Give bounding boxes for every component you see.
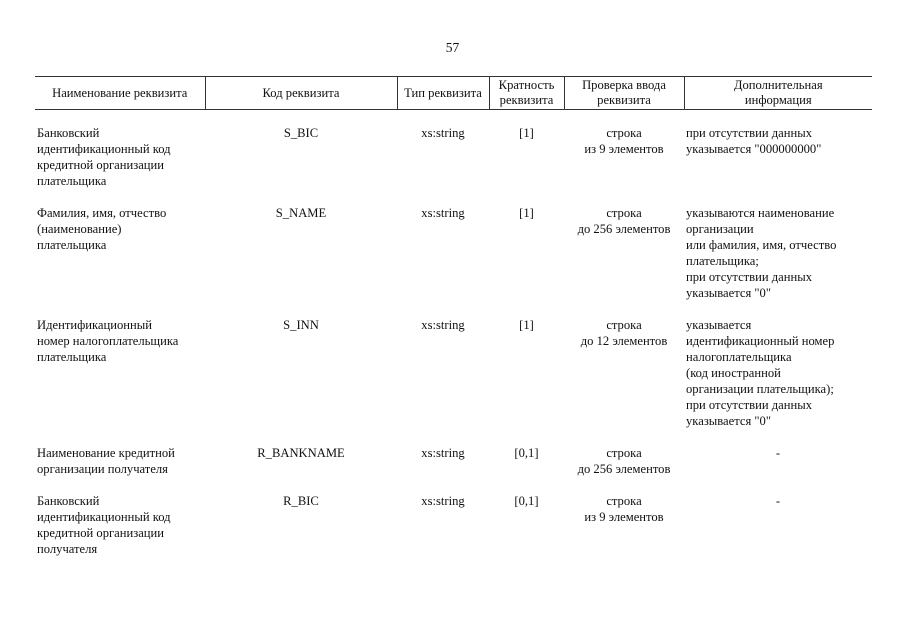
page-number: 57 xyxy=(445,40,460,55)
table-row xyxy=(35,445,872,493)
header-requisite-code: Код реквизита xyxy=(205,77,397,110)
input-check-cell: строка до 256 элементов xyxy=(577,446,671,476)
requisite-code-cell: S_BIC xyxy=(283,126,319,140)
table-row xyxy=(35,110,872,206)
requisite-multiplicity-cell: [1] xyxy=(519,126,534,140)
additional-info-cell: указываются наименование организации или фамилия, имя, отчество плательщика; при отсутствии данных указывается "0" xyxy=(686,206,837,300)
additional-info-cell: при отсутствии данных указывается "000000000" xyxy=(686,126,822,156)
requisite-name-cell: Банковский идентификационный код кредитной организации получателя xyxy=(37,494,171,556)
requisite-multiplicity-cell: [0,1] xyxy=(514,494,539,508)
table-header-row xyxy=(35,77,872,110)
additional-info-cell: указывается идентификационный номер налогоплательщика (код иностранной организации плательщика); при отсутствии данных указывается "0" xyxy=(686,318,835,428)
requisite-code-cell: R_BANKNAME xyxy=(257,446,345,460)
input-check-cell: строка из 9 элементов xyxy=(584,494,664,524)
requisite-name-cell: Банковский идентификационный код кредитной организации плательщика xyxy=(37,126,171,188)
requisite-name-cell: Идентификационный номер налогоплательщика плательщика xyxy=(37,318,179,364)
requisite-name-cell: Фамилия, имя, отчество (наименование) плательщика xyxy=(37,206,167,252)
requisite-type-cell: xs:string xyxy=(421,494,465,508)
header-requisite-multiplicity: Кратность реквизита xyxy=(489,77,564,110)
requisite-multiplicity-cell: [1] xyxy=(519,206,534,220)
requisite-type-cell: xs:string xyxy=(421,318,465,332)
requisite-multiplicity-cell: [1] xyxy=(519,318,534,332)
input-check-cell: строка до 256 элементов xyxy=(577,206,671,236)
additional-info-cell: - xyxy=(775,494,781,508)
table-row xyxy=(35,205,872,317)
additional-info-cell: - xyxy=(775,446,781,460)
requisite-type-cell: xs:string xyxy=(421,446,465,460)
table-row xyxy=(35,317,872,445)
header-requisite-name: Наименование реквизита xyxy=(35,77,205,110)
header-additional-info: Дополнительная информация xyxy=(684,77,872,110)
header-requisite-type: Тип реквизита xyxy=(397,77,489,110)
requisite-multiplicity-cell: [0,1] xyxy=(514,446,539,460)
table-row xyxy=(35,493,872,573)
requisite-code-cell: R_BIC xyxy=(283,494,319,508)
requisite-code-cell: S_NAME xyxy=(275,206,327,220)
requisite-type-cell: xs:string xyxy=(421,126,465,140)
requisite-type-cell: xs:string xyxy=(421,206,465,220)
input-check-cell: строка из 9 элементов xyxy=(584,126,664,156)
header-input-check: Проверка ввода реквизита xyxy=(564,77,684,110)
requisite-code-cell: S_INN xyxy=(283,318,319,332)
input-check-cell: строка до 12 элементов xyxy=(580,318,668,348)
requisite-name-cell: Наименование кредитной организации получателя xyxy=(37,446,175,476)
requisites-table xyxy=(35,76,872,573)
